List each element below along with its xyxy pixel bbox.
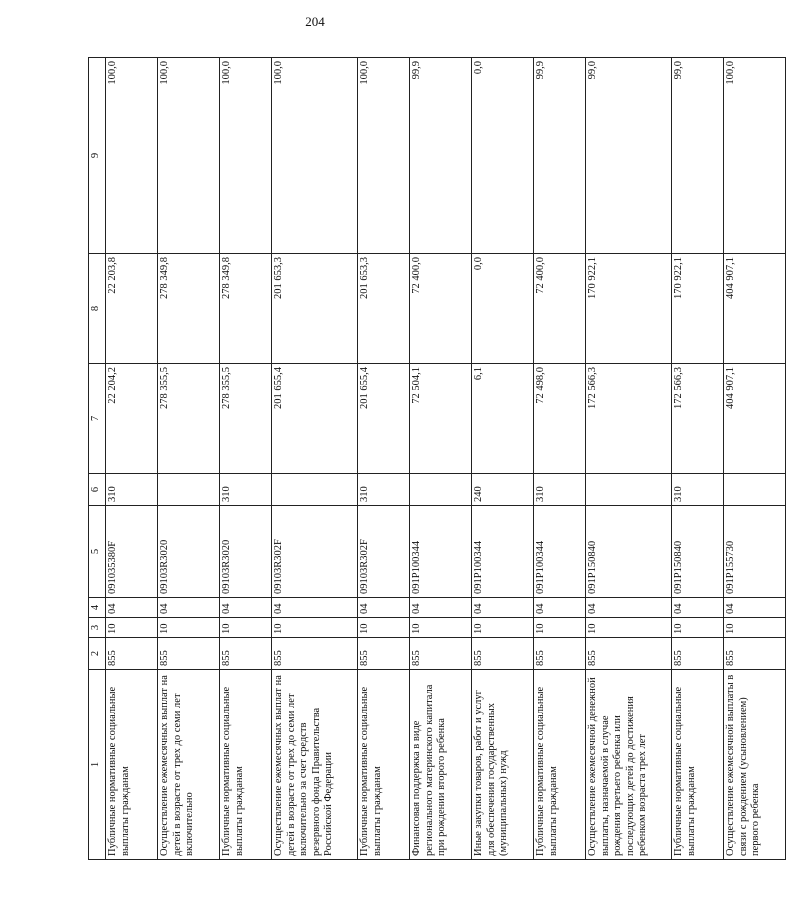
cell-ministry-code: 855: [358, 638, 410, 670]
cell-execution-percent: 99,9: [534, 58, 586, 254]
cell-expense-type: [586, 474, 672, 506]
table-row: [106, 58, 158, 860]
cell-section: 10: [472, 618, 534, 638]
cell-ministry-code: 855: [158, 638, 220, 670]
cell-target-article: 091P150840: [586, 506, 672, 598]
cell-executed-amount: 404 907,1: [724, 254, 786, 364]
cell-execution-percent: 100,0: [106, 58, 158, 254]
cell-executed-amount: 72 400,0: [410, 254, 472, 364]
cell-target-article: 091P155730: [724, 506, 786, 598]
cell-planned-amount: 278 355,5: [158, 364, 220, 474]
cell-target-article: 09103R302F: [272, 506, 358, 598]
cell-executed-amount: 72 400,0: [534, 254, 586, 364]
cell-target-article: 091P150840: [672, 506, 724, 598]
column-header-4: 4: [89, 598, 106, 618]
cell-planned-amount: 201 655,4: [358, 364, 410, 474]
cell-ministry-code: 855: [410, 638, 472, 670]
cell-ministry-code: 855: [586, 638, 672, 670]
cell-section: 10: [724, 618, 786, 638]
column-header-7: 7: [89, 364, 106, 474]
cell-target-article: 091P100344: [410, 506, 472, 598]
cell-target-article: 09103R302F: [358, 506, 410, 598]
rotated-table-frame: [88, 58, 761, 860]
table-row: [586, 58, 672, 860]
cell-expense-type: [724, 474, 786, 506]
table-row: [220, 58, 272, 860]
cell-expense-type: 310: [534, 474, 586, 506]
cell-execution-percent: 99,9: [410, 58, 472, 254]
row-name: Публичные нормативные социальные выплаты гражданам: [220, 670, 272, 860]
cell-planned-amount: 172 566,3: [586, 364, 672, 474]
cell-expense-type: [272, 474, 358, 506]
cell-subsection: 04: [272, 598, 358, 618]
column-header-3: 3: [89, 618, 106, 638]
cell-execution-percent: 100,0: [724, 58, 786, 254]
cell-execution-percent: 99,0: [672, 58, 724, 254]
cell-planned-amount: 72 498,0: [534, 364, 586, 474]
cell-planned-amount: 404 907,1: [724, 364, 786, 474]
cell-ministry-code: 855: [472, 638, 534, 670]
cell-executed-amount: 170 922,1: [672, 254, 724, 364]
cell-expense-type: 310: [220, 474, 272, 506]
cell-target-article: 091035380F: [106, 506, 158, 598]
cell-execution-percent: 100,0: [158, 58, 220, 254]
cell-subsection: 04: [410, 598, 472, 618]
cell-planned-amount: 278 355,5: [220, 364, 272, 474]
cell-executed-amount: 201 653,3: [358, 254, 410, 364]
cell-execution-percent: 99,0: [586, 58, 672, 254]
row-name: Иные закупки товаров, работ и услуг для обеспечения государственных (муниципальных) нужд: [472, 670, 534, 860]
cell-ministry-code: 855: [220, 638, 272, 670]
column-header-6: 6: [89, 474, 106, 506]
cell-subsection: 04: [158, 598, 220, 618]
cell-target-article: 091P100344: [472, 506, 534, 598]
cell-planned-amount: 72 504,1: [410, 364, 472, 474]
cell-subsection: 04: [724, 598, 786, 618]
page-number: 204: [305, 14, 325, 29]
cell-section: 10: [410, 618, 472, 638]
row-name: Финансовая поддержка в виде регионального материнского капитала при рождении второго ребенка: [410, 670, 472, 860]
cell-section: 10: [272, 618, 358, 638]
row-name: Осуществление ежемесячных выплат на детей в возрасте от трех до семи лет включительно: [158, 670, 220, 860]
cell-target-article: 09103R3020: [158, 506, 220, 598]
rotated-table-content: [88, 58, 761, 860]
cell-subsection: 04: [586, 598, 672, 618]
cell-section: 10: [106, 618, 158, 638]
cell-executed-amount: 278 349,8: [220, 254, 272, 364]
table-row: [272, 58, 358, 860]
cell-planned-amount: 172 566,3: [672, 364, 724, 474]
cell-expense-type: 310: [358, 474, 410, 506]
budget-table: [88, 57, 786, 860]
cell-planned-amount: 201 655,4: [272, 364, 358, 474]
cell-ministry-code: 855: [534, 638, 586, 670]
cell-executed-amount: 0,0: [472, 254, 534, 364]
table-row: [472, 58, 534, 860]
cell-execution-percent: 100,0: [272, 58, 358, 254]
row-name: Осуществление ежемесячных выплат на детей в возрасте от трех до семи лет включительно за счет средств резервного фонда Правительства Российской Федерации: [272, 670, 358, 860]
cell-subsection: 04: [358, 598, 410, 618]
cell-executed-amount: 201 653,3: [272, 254, 358, 364]
cell-section: 10: [672, 618, 724, 638]
cell-expense-type: [158, 474, 220, 506]
cell-expense-type: 310: [672, 474, 724, 506]
row-name: Публичные нормативные социальные выплаты гражданам: [358, 670, 410, 860]
cell-ministry-code: 855: [724, 638, 786, 670]
cell-target-article: 091P100344: [534, 506, 586, 598]
cell-executed-amount: 22 203,8: [106, 254, 158, 364]
column-number-header-row: [89, 58, 106, 860]
cell-section: 10: [358, 618, 410, 638]
cell-section: 10: [586, 618, 672, 638]
cell-subsection: 04: [672, 598, 724, 618]
row-name: Осуществление ежемесячной выплаты в связи с рождением (усыновлением) первого ребенка: [724, 670, 786, 860]
cell-planned-amount: 6,1: [472, 364, 534, 474]
table-row: [158, 58, 220, 860]
cell-subsection: 04: [472, 598, 534, 618]
cell-ministry-code: 855: [106, 638, 158, 670]
cell-execution-percent: 100,0: [220, 58, 272, 254]
cell-section: 10: [534, 618, 586, 638]
row-name: Публичные нормативные социальные выплаты гражданам: [106, 670, 158, 860]
cell-planned-amount: 22 204,2: [106, 364, 158, 474]
table-row: [358, 58, 410, 860]
column-header-5: 5: [89, 506, 106, 598]
cell-expense-type: 310: [106, 474, 158, 506]
cell-section: 10: [158, 618, 220, 638]
cell-ministry-code: 855: [672, 638, 724, 670]
cell-ministry-code: 855: [272, 638, 358, 670]
cell-executed-amount: 278 349,8: [158, 254, 220, 364]
cell-execution-percent: 100,0: [358, 58, 410, 254]
column-header-2: 2: [89, 638, 106, 670]
cell-execution-percent: 0,0: [472, 58, 534, 254]
row-name: Публичные нормативные социальные выплаты гражданам: [534, 670, 586, 860]
row-name: Публичные нормативные социальные выплаты гражданам: [672, 670, 724, 860]
cell-subsection: 04: [534, 598, 586, 618]
column-header-1: 1: [89, 670, 106, 860]
cell-executed-amount: 170 922,1: [586, 254, 672, 364]
cell-section: 10: [220, 618, 272, 638]
column-header-8: 8: [89, 254, 106, 364]
cell-expense-type: 240: [472, 474, 534, 506]
table-row: [672, 58, 724, 860]
table-row: [410, 58, 472, 860]
table-row: [724, 58, 786, 860]
cell-subsection: 04: [220, 598, 272, 618]
cell-subsection: 04: [106, 598, 158, 618]
cell-target-article: 09103R3020: [220, 506, 272, 598]
table-row: [534, 58, 586, 860]
cell-expense-type: [410, 474, 472, 506]
column-header-9: 9: [89, 58, 106, 254]
row-name: Осуществление ежемесячной денежной выплаты, назначаемой в случае рождения третьего ребенка или последующих детей до достижения ребенком возраста трех лет: [586, 670, 672, 860]
